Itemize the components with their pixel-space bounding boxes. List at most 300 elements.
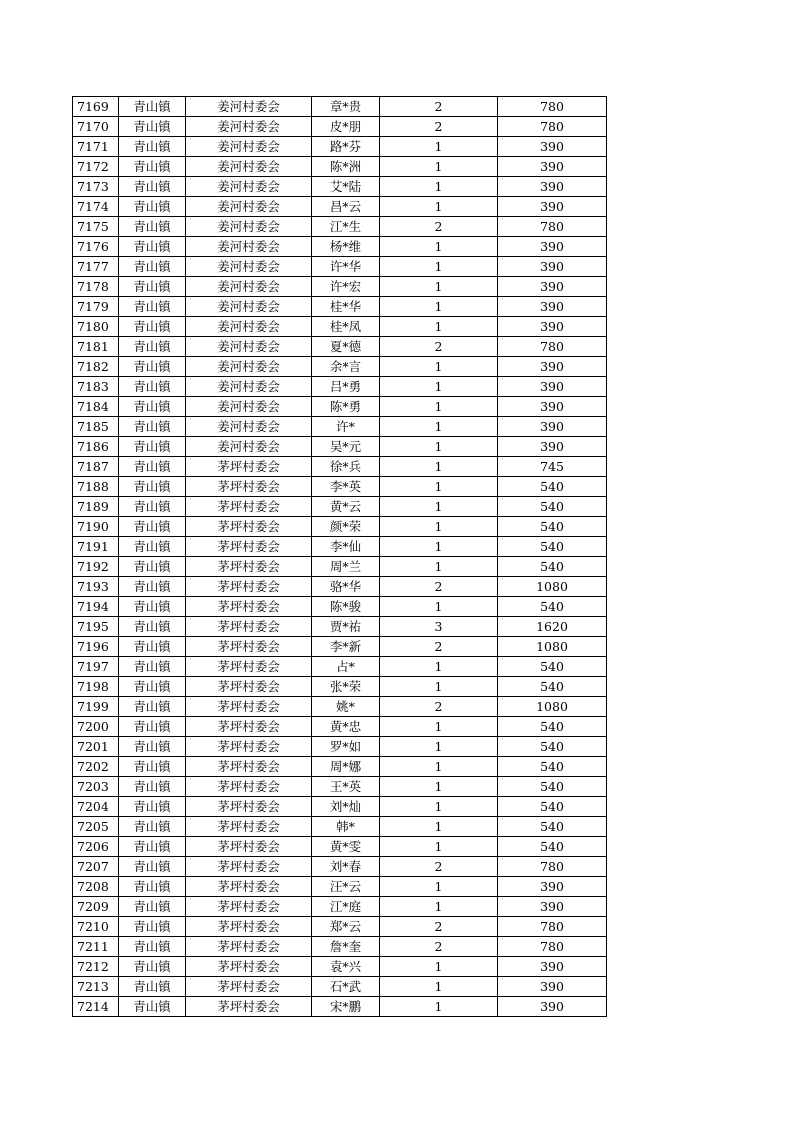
cell-village: 姜河村委会 <box>186 437 312 457</box>
cell-amount: 540 <box>498 837 607 857</box>
cell-village: 茅坪村委会 <box>186 677 312 697</box>
cell-id: 7197 <box>73 657 119 677</box>
cell-amount: 390 <box>498 957 607 977</box>
cell-count: 1 <box>380 197 498 217</box>
cell-id: 7213 <box>73 977 119 997</box>
cell-name: 余*言 <box>312 357 380 377</box>
cell-count: 2 <box>380 937 498 957</box>
cell-id: 7175 <box>73 217 119 237</box>
cell-count: 2 <box>380 857 498 877</box>
cell-id: 7201 <box>73 737 119 757</box>
cell-town: 青山镇 <box>119 297 186 317</box>
cell-village: 茅坪村委会 <box>186 557 312 577</box>
cell-count: 2 <box>380 637 498 657</box>
cell-village: 姜河村委会 <box>186 277 312 297</box>
cell-name: 许*宏 <box>312 277 380 297</box>
table-row <box>73 837 607 857</box>
cell-village: 茅坪村委会 <box>186 497 312 517</box>
cell-amount: 390 <box>498 157 607 177</box>
cell-id: 7180 <box>73 317 119 337</box>
cell-village: 姜河村委会 <box>186 397 312 417</box>
cell-id: 7183 <box>73 377 119 397</box>
table-row <box>73 977 607 997</box>
cell-town: 青山镇 <box>119 437 186 457</box>
table-row <box>73 297 607 317</box>
cell-name: 张*荣 <box>312 677 380 697</box>
cell-name: 刘*灿 <box>312 797 380 817</box>
cell-town: 青山镇 <box>119 197 186 217</box>
cell-name: 陈*勇 <box>312 397 380 417</box>
cell-amount: 540 <box>498 597 607 617</box>
table-row <box>73 577 607 597</box>
cell-amount: 390 <box>498 977 607 997</box>
cell-amount: 780 <box>498 857 607 877</box>
cell-town: 青山镇 <box>119 757 186 777</box>
cell-count: 1 <box>380 357 498 377</box>
cell-amount: 540 <box>498 797 607 817</box>
cell-id: 7179 <box>73 297 119 317</box>
cell-name: 江*生 <box>312 217 380 237</box>
cell-town: 青山镇 <box>119 837 186 857</box>
cell-town: 青山镇 <box>119 517 186 537</box>
cell-count: 1 <box>380 557 498 577</box>
cell-town: 青山镇 <box>119 637 186 657</box>
cell-village: 姜河村委会 <box>186 197 312 217</box>
table-row <box>73 797 607 817</box>
cell-name: 夏*德 <box>312 337 380 357</box>
cell-name: 桂*凤 <box>312 317 380 337</box>
cell-name: 郑*云 <box>312 917 380 937</box>
cell-count: 1 <box>380 757 498 777</box>
cell-town: 青山镇 <box>119 597 186 617</box>
cell-id: 7190 <box>73 517 119 537</box>
cell-town: 青山镇 <box>119 697 186 717</box>
cell-id: 7203 <box>73 777 119 797</box>
cell-count: 1 <box>380 537 498 557</box>
cell-id: 7188 <box>73 477 119 497</box>
cell-id: 7200 <box>73 717 119 737</box>
table-row <box>73 537 607 557</box>
cell-id: 7214 <box>73 997 119 1017</box>
cell-town: 青山镇 <box>119 857 186 877</box>
cell-id: 7195 <box>73 617 119 637</box>
cell-name: 路*芬 <box>312 137 380 157</box>
cell-town: 青山镇 <box>119 357 186 377</box>
cell-amount: 390 <box>498 137 607 157</box>
table-row <box>73 397 607 417</box>
table-row <box>73 117 607 137</box>
cell-town: 青山镇 <box>119 877 186 897</box>
cell-count: 2 <box>380 117 498 137</box>
table-row <box>73 777 607 797</box>
cell-name: 韩* <box>312 817 380 837</box>
cell-name: 石*武 <box>312 977 380 997</box>
cell-amount: 390 <box>498 317 607 337</box>
cell-name: 姚* <box>312 697 380 717</box>
cell-village: 茅坪村委会 <box>186 877 312 897</box>
cell-village: 姜河村委会 <box>186 337 312 357</box>
cell-count: 1 <box>380 497 498 517</box>
cell-town: 青山镇 <box>119 277 186 297</box>
cell-village: 茅坪村委会 <box>186 537 312 557</box>
cell-id: 7185 <box>73 417 119 437</box>
table-row <box>73 957 607 977</box>
cell-count: 1 <box>380 597 498 617</box>
cell-town: 青山镇 <box>119 417 186 437</box>
cell-village: 姜河村委会 <box>186 117 312 137</box>
table-row <box>73 557 607 577</box>
cell-id: 7184 <box>73 397 119 417</box>
cell-amount: 540 <box>498 477 607 497</box>
cell-town: 青山镇 <box>119 237 186 257</box>
cell-town: 青山镇 <box>119 97 186 117</box>
table-row <box>73 237 607 257</box>
cell-town: 青山镇 <box>119 797 186 817</box>
cell-town: 青山镇 <box>119 677 186 697</box>
cell-amount: 390 <box>498 377 607 397</box>
cell-village: 茅坪村委会 <box>186 997 312 1017</box>
cell-amount: 1080 <box>498 697 607 717</box>
cell-village: 茅坪村委会 <box>186 917 312 937</box>
cell-amount: 540 <box>498 757 607 777</box>
cell-village: 姜河村委会 <box>186 137 312 157</box>
cell-count: 1 <box>380 137 498 157</box>
cell-village: 姜河村委会 <box>186 177 312 197</box>
table-row <box>73 517 607 537</box>
cell-count: 2 <box>380 697 498 717</box>
table-row <box>73 717 607 737</box>
cell-village: 茅坪村委会 <box>186 757 312 777</box>
cell-amount: 390 <box>498 357 607 377</box>
cell-amount: 1620 <box>498 617 607 637</box>
cell-town: 青山镇 <box>119 997 186 1017</box>
cell-amount: 390 <box>498 257 607 277</box>
cell-count: 1 <box>380 157 498 177</box>
cell-name: 刘*春 <box>312 857 380 877</box>
cell-amount: 540 <box>498 657 607 677</box>
cell-town: 青山镇 <box>119 257 186 277</box>
cell-amount: 780 <box>498 917 607 937</box>
cell-count: 1 <box>380 657 498 677</box>
cell-id: 7182 <box>73 357 119 377</box>
cell-id: 7178 <box>73 277 119 297</box>
cell-id: 7209 <box>73 897 119 917</box>
cell-amount: 540 <box>498 737 607 757</box>
cell-amount: 780 <box>498 117 607 137</box>
cell-amount: 780 <box>498 97 607 117</box>
table-row <box>73 657 607 677</box>
cell-village: 姜河村委会 <box>186 157 312 177</box>
cell-name: 贾*祐 <box>312 617 380 637</box>
cell-count: 1 <box>380 417 498 437</box>
table-row <box>73 937 607 957</box>
cell-id: 7211 <box>73 937 119 957</box>
cell-count: 1 <box>380 277 498 297</box>
cell-village: 茅坪村委会 <box>186 937 312 957</box>
cell-name: 许*华 <box>312 257 380 277</box>
table-row <box>73 177 607 197</box>
cell-name: 昌*云 <box>312 197 380 217</box>
cell-village: 茅坪村委会 <box>186 717 312 737</box>
table-row <box>73 357 607 377</box>
table-row <box>73 257 607 277</box>
cell-id: 7205 <box>73 817 119 837</box>
table-row <box>73 417 607 437</box>
cell-count: 1 <box>380 877 498 897</box>
cell-amount: 745 <box>498 457 607 477</box>
cell-name: 袁*兴 <box>312 957 380 977</box>
cell-count: 2 <box>380 577 498 597</box>
cell-count: 1 <box>380 817 498 837</box>
cell-count: 1 <box>380 977 498 997</box>
cell-name: 李*新 <box>312 637 380 657</box>
cell-name: 艾*陆 <box>312 177 380 197</box>
cell-village: 姜河村委会 <box>186 297 312 317</box>
cell-village: 茅坪村委会 <box>186 777 312 797</box>
table-row <box>73 437 607 457</box>
cell-amount: 540 <box>498 717 607 737</box>
cell-village: 茅坪村委会 <box>186 957 312 977</box>
cell-id: 7208 <box>73 877 119 897</box>
cell-name: 江*庭 <box>312 897 380 917</box>
cell-name: 许* <box>312 417 380 437</box>
cell-count: 1 <box>380 797 498 817</box>
cell-town: 青山镇 <box>119 717 186 737</box>
cell-town: 青山镇 <box>119 897 186 917</box>
cell-id: 7202 <box>73 757 119 777</box>
cell-count: 1 <box>380 177 498 197</box>
table-row <box>73 457 607 477</box>
cell-name: 章*贵 <box>312 97 380 117</box>
cell-id: 7189 <box>73 497 119 517</box>
table-row <box>73 277 607 297</box>
cell-name: 杨*维 <box>312 237 380 257</box>
cell-id: 7191 <box>73 537 119 557</box>
cell-village: 姜河村委会 <box>186 97 312 117</box>
cell-count: 1 <box>380 237 498 257</box>
table-row <box>73 337 607 357</box>
cell-name: 黄*忠 <box>312 717 380 737</box>
table-row <box>73 597 607 617</box>
cell-town: 青山镇 <box>119 577 186 597</box>
table-body <box>73 97 607 1017</box>
cell-amount: 780 <box>498 937 607 957</box>
cell-town: 青山镇 <box>119 377 186 397</box>
cell-id: 7204 <box>73 797 119 817</box>
cell-village: 茅坪村委会 <box>186 797 312 817</box>
cell-id: 7187 <box>73 457 119 477</box>
cell-id: 7198 <box>73 677 119 697</box>
cell-village: 姜河村委会 <box>186 377 312 397</box>
cell-count: 1 <box>380 837 498 857</box>
table-row <box>73 877 607 897</box>
table-row <box>73 317 607 337</box>
table-row <box>73 897 607 917</box>
cell-town: 青山镇 <box>119 537 186 557</box>
cell-town: 青山镇 <box>119 457 186 477</box>
cell-count: 1 <box>380 397 498 417</box>
cell-village: 姜河村委会 <box>186 237 312 257</box>
cell-town: 青山镇 <box>119 317 186 337</box>
cell-id: 7181 <box>73 337 119 357</box>
cell-village: 茅坪村委会 <box>186 597 312 617</box>
cell-amount: 1080 <box>498 637 607 657</box>
cell-village: 茅坪村委会 <box>186 977 312 997</box>
cell-name: 汪*云 <box>312 877 380 897</box>
cell-town: 青山镇 <box>119 497 186 517</box>
cell-town: 青山镇 <box>119 557 186 577</box>
cell-village: 茅坪村委会 <box>186 837 312 857</box>
cell-id: 7172 <box>73 157 119 177</box>
cell-id: 7199 <box>73 697 119 717</box>
table-row <box>73 917 607 937</box>
cell-amount: 540 <box>498 817 607 837</box>
cell-amount: 390 <box>498 297 607 317</box>
cell-amount: 390 <box>498 237 607 257</box>
cell-id: 7206 <box>73 837 119 857</box>
cell-town: 青山镇 <box>119 157 186 177</box>
cell-count: 3 <box>380 617 498 637</box>
table-row <box>73 757 607 777</box>
cell-amount: 780 <box>498 337 607 357</box>
cell-name: 周*娜 <box>312 757 380 777</box>
cell-name: 吴*元 <box>312 437 380 457</box>
cell-id: 7207 <box>73 857 119 877</box>
cell-name: 李*英 <box>312 477 380 497</box>
cell-amount: 390 <box>498 877 607 897</box>
table-row <box>73 477 607 497</box>
cell-count: 1 <box>380 297 498 317</box>
cell-village: 姜河村委会 <box>186 417 312 437</box>
cell-amount: 1080 <box>498 577 607 597</box>
cell-village: 茅坪村委会 <box>186 857 312 877</box>
cell-id: 7177 <box>73 257 119 277</box>
cell-amount: 540 <box>498 557 607 577</box>
cell-count: 2 <box>380 337 498 357</box>
cell-town: 青山镇 <box>119 957 186 977</box>
cell-town: 青山镇 <box>119 937 186 957</box>
cell-count: 1 <box>380 717 498 737</box>
table-row <box>73 377 607 397</box>
table-row <box>73 677 607 697</box>
cell-name: 陈*洲 <box>312 157 380 177</box>
cell-village: 茅坪村委会 <box>186 657 312 677</box>
cell-town: 青山镇 <box>119 217 186 237</box>
cell-village: 茅坪村委会 <box>186 617 312 637</box>
cell-count: 1 <box>380 677 498 697</box>
cell-amount: 390 <box>498 177 607 197</box>
cell-amount: 390 <box>498 897 607 917</box>
cell-amount: 390 <box>498 277 607 297</box>
cell-amount: 540 <box>498 517 607 537</box>
cell-id: 7176 <box>73 237 119 257</box>
cell-town: 青山镇 <box>119 117 186 137</box>
cell-id: 7186 <box>73 437 119 457</box>
cell-id: 7174 <box>73 197 119 217</box>
cell-town: 青山镇 <box>119 737 186 757</box>
cell-name: 吕*勇 <box>312 377 380 397</box>
table-row <box>73 217 607 237</box>
cell-village: 茅坪村委会 <box>186 737 312 757</box>
cell-id: 7193 <box>73 577 119 597</box>
cell-count: 1 <box>380 437 498 457</box>
cell-amount: 540 <box>498 537 607 557</box>
cell-name: 黄*云 <box>312 497 380 517</box>
cell-count: 1 <box>380 317 498 337</box>
cell-town: 青山镇 <box>119 617 186 637</box>
table-row <box>73 697 607 717</box>
cell-id: 7192 <box>73 557 119 577</box>
cell-town: 青山镇 <box>119 337 186 357</box>
cell-name: 罗*如 <box>312 737 380 757</box>
cell-count: 1 <box>380 957 498 977</box>
cell-count: 2 <box>380 97 498 117</box>
cell-id: 7210 <box>73 917 119 937</box>
cell-village: 姜河村委会 <box>186 317 312 337</box>
cell-count: 1 <box>380 777 498 797</box>
cell-name: 周*兰 <box>312 557 380 577</box>
cell-name: 王*英 <box>312 777 380 797</box>
cell-amount: 540 <box>498 777 607 797</box>
cell-village: 茅坪村委会 <box>186 577 312 597</box>
cell-amount: 390 <box>498 197 607 217</box>
records-table <box>72 96 607 1017</box>
cell-village: 茅坪村委会 <box>186 517 312 537</box>
cell-town: 青山镇 <box>119 397 186 417</box>
cell-amount: 390 <box>498 997 607 1017</box>
cell-count: 1 <box>380 737 498 757</box>
table-row <box>73 857 607 877</box>
cell-name: 占* <box>312 657 380 677</box>
cell-name: 黄*雯 <box>312 837 380 857</box>
cell-name: 李*仙 <box>312 537 380 557</box>
cell-name: 桂*华 <box>312 297 380 317</box>
cell-village: 姜河村委会 <box>186 257 312 277</box>
cell-id: 7194 <box>73 597 119 617</box>
cell-count: 1 <box>380 997 498 1017</box>
table-row <box>73 737 607 757</box>
cell-amount: 390 <box>498 437 607 457</box>
table-row <box>73 157 607 177</box>
cell-name: 陈*骏 <box>312 597 380 617</box>
cell-town: 青山镇 <box>119 657 186 677</box>
cell-count: 1 <box>380 377 498 397</box>
cell-name: 皮*朋 <box>312 117 380 137</box>
cell-name: 骆*华 <box>312 577 380 597</box>
cell-count: 1 <box>380 517 498 537</box>
cell-count: 1 <box>380 897 498 917</box>
cell-id: 7171 <box>73 137 119 157</box>
cell-town: 青山镇 <box>119 777 186 797</box>
cell-name: 徐*兵 <box>312 457 380 477</box>
cell-village: 茅坪村委会 <box>186 457 312 477</box>
cell-town: 青山镇 <box>119 477 186 497</box>
table-row <box>73 497 607 517</box>
cell-village: 茅坪村委会 <box>186 897 312 917</box>
cell-count: 1 <box>380 257 498 277</box>
table-row <box>73 997 607 1017</box>
cell-village: 茅坪村委会 <box>186 817 312 837</box>
cell-id: 7196 <box>73 637 119 657</box>
cell-amount: 540 <box>498 497 607 517</box>
cell-town: 青山镇 <box>119 137 186 157</box>
cell-id: 7173 <box>73 177 119 197</box>
cell-count: 2 <box>380 217 498 237</box>
cell-count: 2 <box>380 917 498 937</box>
data-sheet <box>72 96 606 1017</box>
cell-village: 姜河村委会 <box>186 217 312 237</box>
cell-village: 茅坪村委会 <box>186 697 312 717</box>
